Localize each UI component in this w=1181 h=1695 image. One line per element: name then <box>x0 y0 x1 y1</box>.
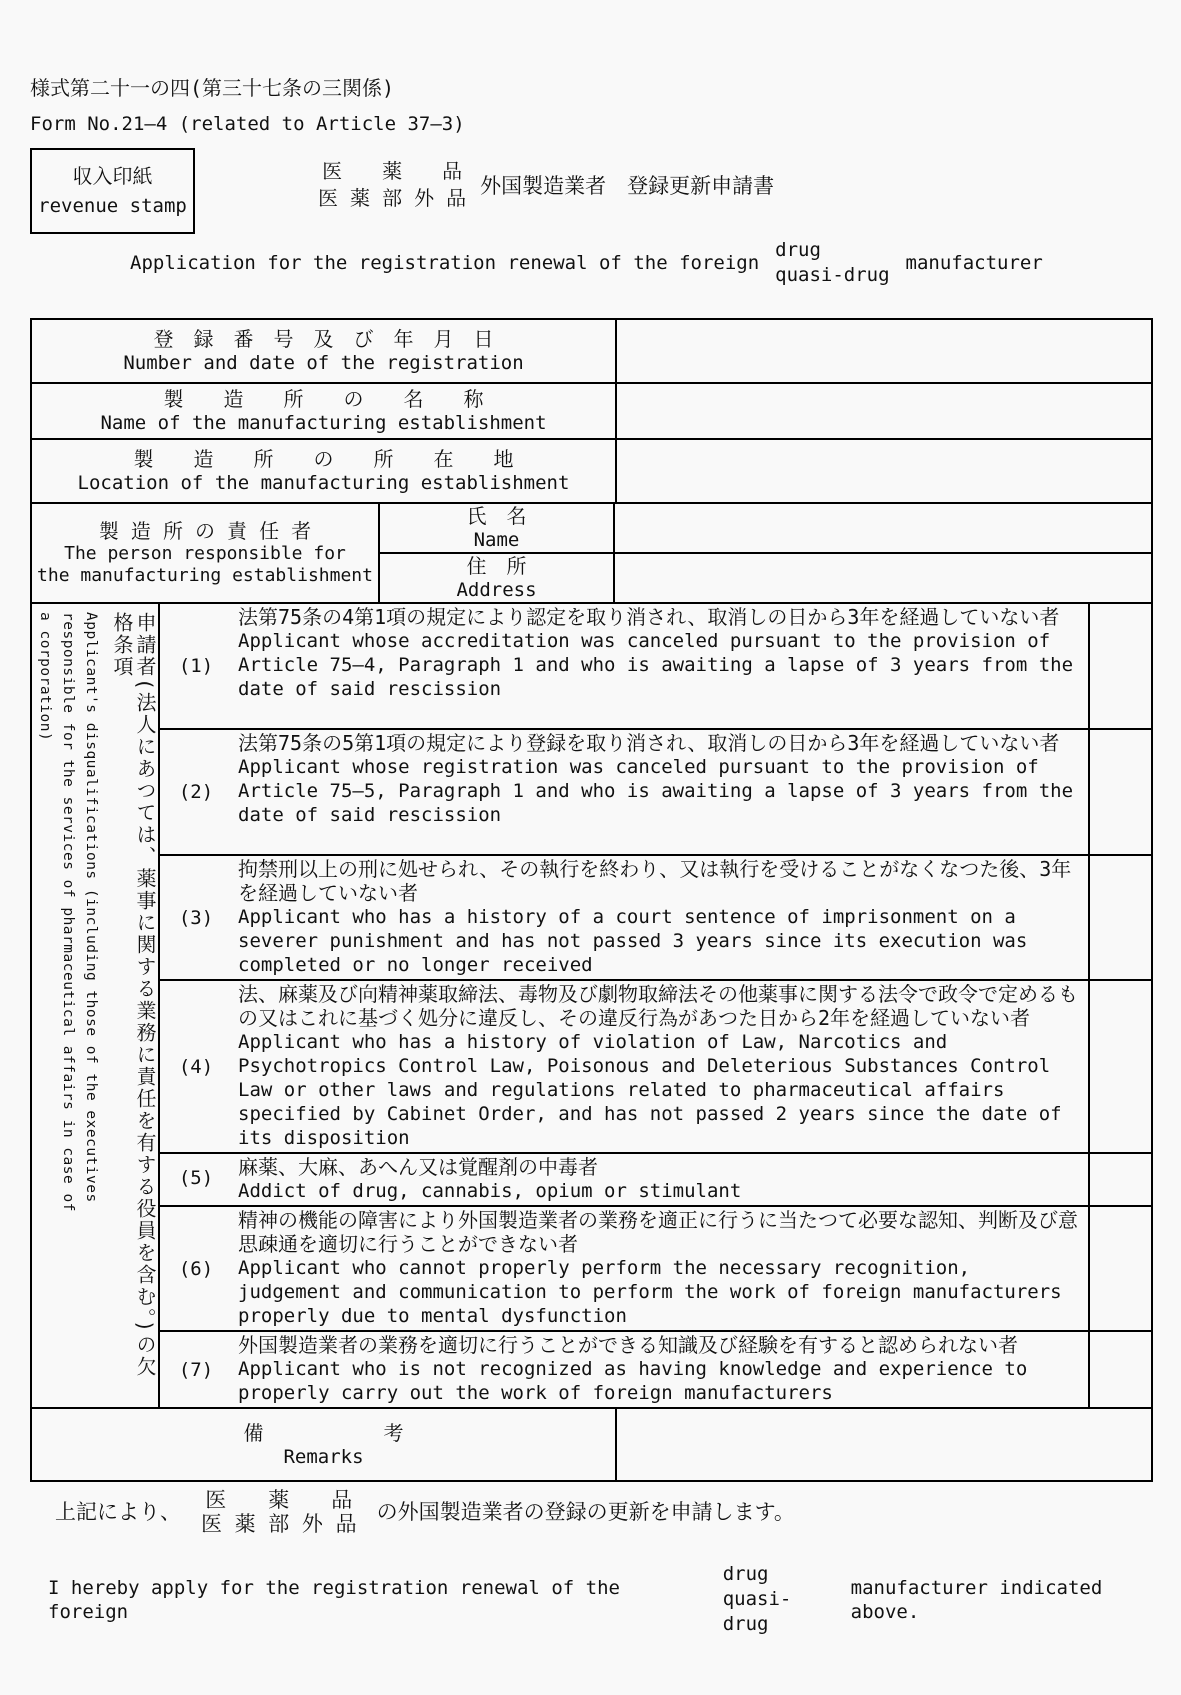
vertical-header-jp-2: 格条項 <box>110 612 134 678</box>
vertical-header-en-1: Applicant's disqualifications (including those of the executives <box>83 612 99 1203</box>
item-text-jp: 法第75条の5第1項の規定により登録を取り消され、取消しの日から3年を経過していない者 <box>238 731 1060 755</box>
form-code-jp: 様式第二十一の四(第三十七条の三関係) <box>30 76 395 100</box>
declaration-jp-suffix: の外国製造業者の登録の更新を申請します。 <box>376 1500 795 1524</box>
vertical-header-en-2: responsible for the services of pharmaceutical affairs in case of <box>60 612 76 1212</box>
item-answer-cell[interactable] <box>1090 1154 1151 1205</box>
item-text <box>232 981 1090 1152</box>
disqualification-item-7 <box>160 1330 1151 1407</box>
item-text-en: Addict of drug, cannabis, opium or stimulant <box>238 1180 742 1202</box>
disqualification-items <box>160 604 1151 1407</box>
item-text-jp: 拘禁刑以上の刑に処せられ、その執行を終わり、又は執行を受けることがなくなつた後、3年を経過していない者 <box>238 857 1072 905</box>
item-answer-cell[interactable] <box>1090 730 1151 854</box>
drug-option-jp: 医 薬 品 <box>205 1488 353 1512</box>
revenue-stamp-box <box>30 148 195 234</box>
address-label-jp: 住 所 <box>466 554 527 578</box>
item-number: (6) <box>178 1258 214 1280</box>
title-en-prefix: Application for the registration renewal of the foreign <box>130 252 760 274</box>
responsible-address-value-cell[interactable] <box>615 554 1151 602</box>
registration-label-jp: 登 録 番 号 及 び 年 月 日 <box>153 327 494 351</box>
disqualification-item-6 <box>160 1205 1151 1330</box>
quasi-drug-option-jp: 医 薬 部 外 品 <box>201 1512 357 1536</box>
remarks-value-cell[interactable] <box>617 1409 1151 1480</box>
quasi-drug-option-en: quasi-drug <box>722 1588 792 1635</box>
declaration-en <box>48 1562 1181 1637</box>
item-answer-cell[interactable] <box>1090 1207 1151 1330</box>
form-title <box>318 158 774 212</box>
responsible-person-subtable <box>380 504 1151 602</box>
disqualifications-vertical-header <box>32 604 160 1407</box>
establishment-location-label-en: Location of the manufacturing establishment <box>77 472 570 494</box>
remarks-label-en: Remarks <box>283 1445 364 1468</box>
item-number: (7) <box>178 1359 214 1381</box>
table-row-establishment-name <box>32 382 1151 438</box>
vertical-header-jp-1: 申請者(法人にあつては、薬事に関する業務に責任を有する役員を含む。)の欠 <box>133 612 157 1379</box>
remarks-row <box>32 1407 1151 1480</box>
responsible-address-row <box>380 552 1151 602</box>
title-en-suffix: manufacturer <box>905 252 1043 274</box>
establishment-name-label <box>32 384 617 438</box>
responsible-person-label <box>32 504 380 602</box>
drug-option-en: drug <box>775 239 821 261</box>
address-label-en: Address <box>456 579 537 601</box>
vertical-header-en-3: a corporation) <box>37 612 53 742</box>
item-answer-cell[interactable] <box>1090 856 1151 979</box>
establishment-name-value-cell[interactable] <box>617 384 1151 438</box>
item-number: (4) <box>178 1056 214 1078</box>
registration-value-cell[interactable] <box>617 320 1151 382</box>
disqualifications-section <box>32 602 1151 1407</box>
form-code-en: Form No.21—4 (related to Article 37—3) <box>30 113 465 135</box>
item-text-en: Applicant who is not recognized as having knowledge and experience to properly carry out the work of foreign manufacturers <box>238 1358 1028 1404</box>
revenue-stamp-label-en: revenue stamp <box>38 195 187 217</box>
drug-quasidrug-stack-jp-footer <box>201 1488 357 1536</box>
establishment-name-label-jp: 製 造 所 の 名 称 <box>163 387 484 411</box>
drug-quasidrug-stack-jp <box>318 158 466 212</box>
establishment-name-label-en: Name of the manufacturing establishment <box>100 412 547 434</box>
form-code-block <box>30 76 465 136</box>
item-answer-cell[interactable] <box>1090 604 1151 728</box>
disqualification-item-5 <box>160 1152 1151 1205</box>
item-text-en: Applicant whose accreditation was canceled pursuant to the provision of Article 75—4, Paragraph 1 and who is awaiting a lapse of 3 years from the date of said rescission <box>238 630 1074 700</box>
form-title-main-jp: 外国製造業者 登録更新申請書 <box>480 174 775 198</box>
drug-option-en: drug <box>722 1563 769 1585</box>
form-title-en <box>130 238 1043 288</box>
registration-label <box>32 320 617 382</box>
responsible-person-label-jp: 製 造 所 の 責 任 者 <box>98 519 312 543</box>
item-text-jp: 外国製造業者の業務を適切に行うことができる知識及び経験を有すると認められない者 <box>238 1333 1018 1357</box>
remarks-label <box>32 1409 617 1480</box>
item-text-jp: 麻薬、大麻、あへん又は覚醒剤の中毒者 <box>238 1155 598 1179</box>
item-text <box>232 1207 1090 1330</box>
establishment-location-value-cell[interactable] <box>617 440 1151 502</box>
disqualification-item-2 <box>160 728 1151 854</box>
item-text-jp: 法、麻薬及び向精神薬取締法、毒物及び劇物取締法その他薬事に関する法令で政令で定めるもの又はこれに基づく処分に違反し、その違反行為があつた日から2年を経過していない者 <box>238 982 1078 1030</box>
responsible-person-label-en2: the manufacturing establishment <box>37 565 373 586</box>
establishment-location-label-jp: 製 造 所 の 所 在 地 <box>133 447 514 471</box>
item-number: (5) <box>178 1167 214 1189</box>
revenue-stamp-label-jp: 収入印紙 <box>72 164 153 188</box>
remarks-label-jp: 備 考 <box>243 1420 404 1445</box>
disqualification-item-3 <box>160 854 1151 979</box>
item-number: (3) <box>178 907 214 929</box>
item-text <box>232 1332 1090 1407</box>
item-text-en: Applicant who cannot properly perform the necessary recognition, judgement and communication to perform the work of foreign manufacturers properly due to mental dysfunction <box>238 1257 1062 1327</box>
responsible-address-label <box>380 554 615 602</box>
drug-option-jp: 医 薬 品 <box>322 159 463 183</box>
table-row-establishment-location <box>32 438 1151 502</box>
name-label-en: Name <box>473 529 520 551</box>
declaration-jp <box>55 1488 795 1536</box>
declaration-en-prefix: I hereby apply for the registration renewal of the foreign <box>48 1576 620 1623</box>
drug-quasidrug-stack-en-footer <box>723 1562 837 1637</box>
name-label-jp: 氏 名 <box>466 504 527 528</box>
item-text <box>232 730 1090 854</box>
registration-label-en: Number and date of the registration <box>123 352 524 374</box>
disqualification-item-1 <box>160 604 1151 728</box>
item-text <box>232 1154 1090 1205</box>
item-text <box>232 604 1090 728</box>
quasi-drug-option-jp: 医 薬 部 外 品 <box>318 186 467 210</box>
quasi-drug-option-en: quasi-drug <box>775 264 890 286</box>
item-text-jp: 法第75条の4第1項の規定により認定を取り消され、取消しの日から3年を経過していない者 <box>238 605 1060 629</box>
item-answer-cell[interactable] <box>1090 981 1151 1152</box>
table-row-responsible-person <box>32 502 1151 602</box>
item-number: (2) <box>178 781 214 803</box>
responsible-name-row <box>380 504 1151 552</box>
item-text <box>232 856 1090 979</box>
declaration-en-suffix: manufacturer indicated above. <box>850 1576 1103 1623</box>
item-text-en: Applicant who has a history of violation of Law, Narcotics and Psychotropics Control Law, Poisonous and Deleterious Substances Control Law or other laws and regulations related to pharmaceutical affairs specified by Cabinet Order, and has not passed 2 years since the date of its disposition <box>238 1031 1062 1149</box>
responsible-person-label-en1: The person responsible for <box>64 543 346 564</box>
form-table <box>30 318 1153 1482</box>
table-row-registration <box>32 320 1151 382</box>
item-answer-cell[interactable] <box>1090 1332 1151 1407</box>
responsible-name-label <box>380 504 615 552</box>
item-text-jp: 精神の機能の障害により外国製造業者の業務を適正に行うに当たつて必要な認知、判断及び意思疎通を適切に行うことができない者 <box>238 1208 1078 1256</box>
drug-quasidrug-stack-en <box>775 238 889 288</box>
item-text-en: Applicant who has a history of a court sentence of imprisonment on a severer punishment and has not passed 3 years since its execution was completed or no longer received <box>238 906 1028 976</box>
responsible-name-value-cell[interactable] <box>615 504 1151 552</box>
item-number: (1) <box>178 655 214 677</box>
establishment-location-label <box>32 440 617 502</box>
declaration-jp-prefix: 上記により、 <box>55 1500 181 1524</box>
disqualification-item-4 <box>160 979 1151 1152</box>
item-text-en: Applicant whose registration was canceled pursuant to the provision of Article 75—5, Paragraph 1 and who is awaiting a lapse of 3 years from the date of said rescission <box>238 756 1074 826</box>
